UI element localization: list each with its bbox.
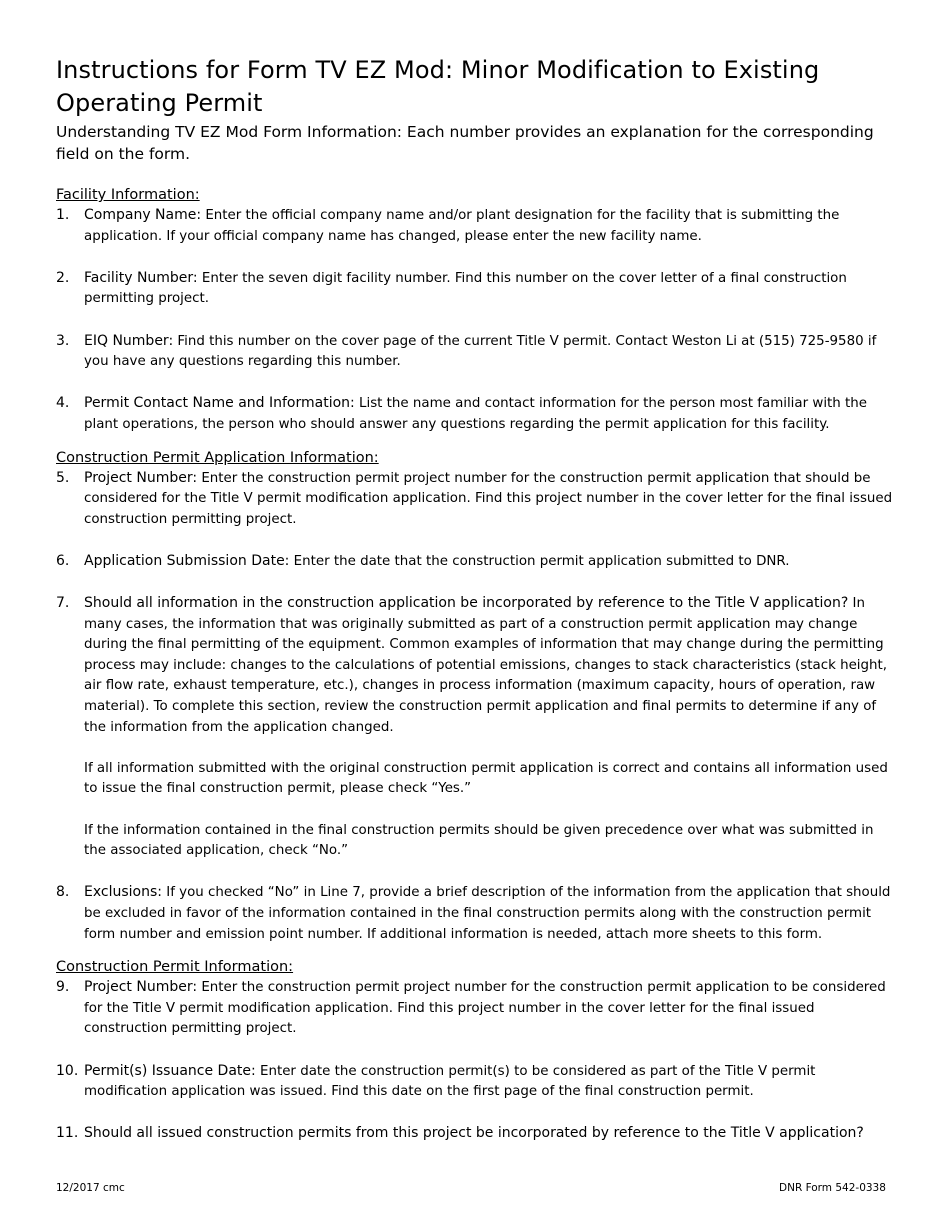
item-number: 4. <box>56 395 70 412</box>
section-heading-facility: Facility Information: <box>56 187 200 203</box>
item-label: Company Name: <box>84 207 202 223</box>
item-label: Exclusions: <box>84 884 162 901</box>
page-subtitle: Understanding TV EZ Mod Form Information: Each number provides an explanation for the corresponding field on the form. <box>56 123 874 163</box>
section-heading-construction-application: Construction Permit Application Information: <box>56 449 379 466</box>
item-number: 2. <box>56 269 70 286</box>
item-number: 3. <box>56 332 70 349</box>
page-title: Instructions for Form TV EZ Mod: Minor Modification to Existing Operating Permit <box>56 56 820 117</box>
item-label: EIQ Number: <box>84 332 174 349</box>
item-label: Application Submission Date: <box>84 552 290 569</box>
item-text: Enter the construction permit project number for the construction permit application that should be considered for the Title V permit modification application. Find this project number in the cover letter for the final issued construction permitting project. <box>84 470 893 527</box>
item-text: In many cases, the information that was originally submitted as part of a construction permit application may change during the final permitting of the equipment. Common examples of information that may change during the permitting process may include: changes to the calculations of potential emissions, changes to stack characteristics (stack height, air flow rate, exhaust temperature, etc.), changes in process information (maximum capacity, hours of operation, raw material). To complete this section, review the construction permit application and final permits to determine if any of the information from the application changed. <box>84 596 888 735</box>
item-label: Should all information in the construction application be incorporated by reference to the Title V application? <box>84 595 849 612</box>
construction-application-items <box>56 468 896 946</box>
instruction-item <box>56 205 896 247</box>
instruction-item <box>56 977 896 1040</box>
item-text: Enter the official company name and/or plant designation for the facility that is submitting the application. If your official company name has changed, please enter the new facility name. <box>84 208 840 244</box>
facility-items <box>56 205 896 436</box>
item-number: 6. <box>56 552 70 569</box>
instruction-item <box>56 882 896 945</box>
item-number: 1. <box>56 207 70 223</box>
item-text: Enter the seven digit facility number. Find this number on the cover letter of a final construction permitting project. <box>84 270 847 307</box>
item-paragraph <box>84 593 896 738</box>
item-label: Permit(s) Issuance Date: <box>84 1062 256 1079</box>
item-number: 10. <box>56 1062 79 1079</box>
item-number: 11. <box>56 1125 79 1142</box>
footer-date: 12/2017 cmc <box>56 1182 125 1194</box>
item-text: List the name and contact information for the person most familiar with the plant operations, the person who should answer any questions regarding the permit application for this facility. <box>84 396 868 432</box>
item-text: Enter the date that the construction permit application submitted to DNR. <box>289 553 790 569</box>
item-text: Find this number on the cover page of the current Title V permit. Contact Weston Li at (515) 725-9580 if you have any questions regarding this number. <box>84 333 877 370</box>
item-label: Project Number: <box>84 979 198 996</box>
item-paragraph-yes: If all information submitted with the original construction permit application is correct and contains all information used to issue the final construction permit, please check “Yes.” <box>84 760 888 797</box>
instruction-item <box>56 393 896 435</box>
item-number: 5. <box>56 469 70 486</box>
instruction-item <box>56 1123 896 1145</box>
instructions-page <box>56 54 896 1145</box>
item-text: Enter the construction permit project number for the construction permit application to be considered for the Title V permit modification application. Find this project number in the cover letter for the final issued construction permitting project. <box>84 980 886 1037</box>
item-paragraph-no: If the information contained in the final construction permits should be given precedence over what was submitted in the associated application, check “No.” <box>84 822 874 859</box>
instruction-item <box>56 593 896 862</box>
footer-form-number: DNR Form 542-0338 <box>779 1182 886 1194</box>
instruction-item <box>56 331 896 373</box>
instruction-item <box>56 268 896 310</box>
item-label: Project Number: <box>84 469 198 486</box>
item-label: Facility Number: <box>84 269 198 286</box>
instruction-item <box>56 1061 896 1103</box>
item-text: If you checked “No” in Line 7, provide a brief description of the information from the application that should be excluded in favor of the information contained in the final construction permits along with the construction permit form number and emission point number. If additional information is needed, attach more sheets to this form. <box>84 885 891 942</box>
construction-permit-items <box>56 977 896 1145</box>
item-text: Enter date the construction permit(s) to be considered as part of the Title V permit modification application was issued. Find this date on the first page of the final construction permit. <box>84 1063 816 1100</box>
instruction-item <box>56 468 896 531</box>
item-number: 7. <box>56 595 70 612</box>
item-label: Permit Contact Name and Information: <box>84 395 355 412</box>
section-heading-construction-permit: Construction Permit Information: <box>56 959 294 976</box>
item-number: 9. <box>56 979 70 996</box>
item-number: 8. <box>56 884 70 901</box>
instruction-item <box>56 551 896 573</box>
item-label: Should all issued construction permits from this project be incorporated by reference to the Title V application? <box>84 1125 864 1142</box>
